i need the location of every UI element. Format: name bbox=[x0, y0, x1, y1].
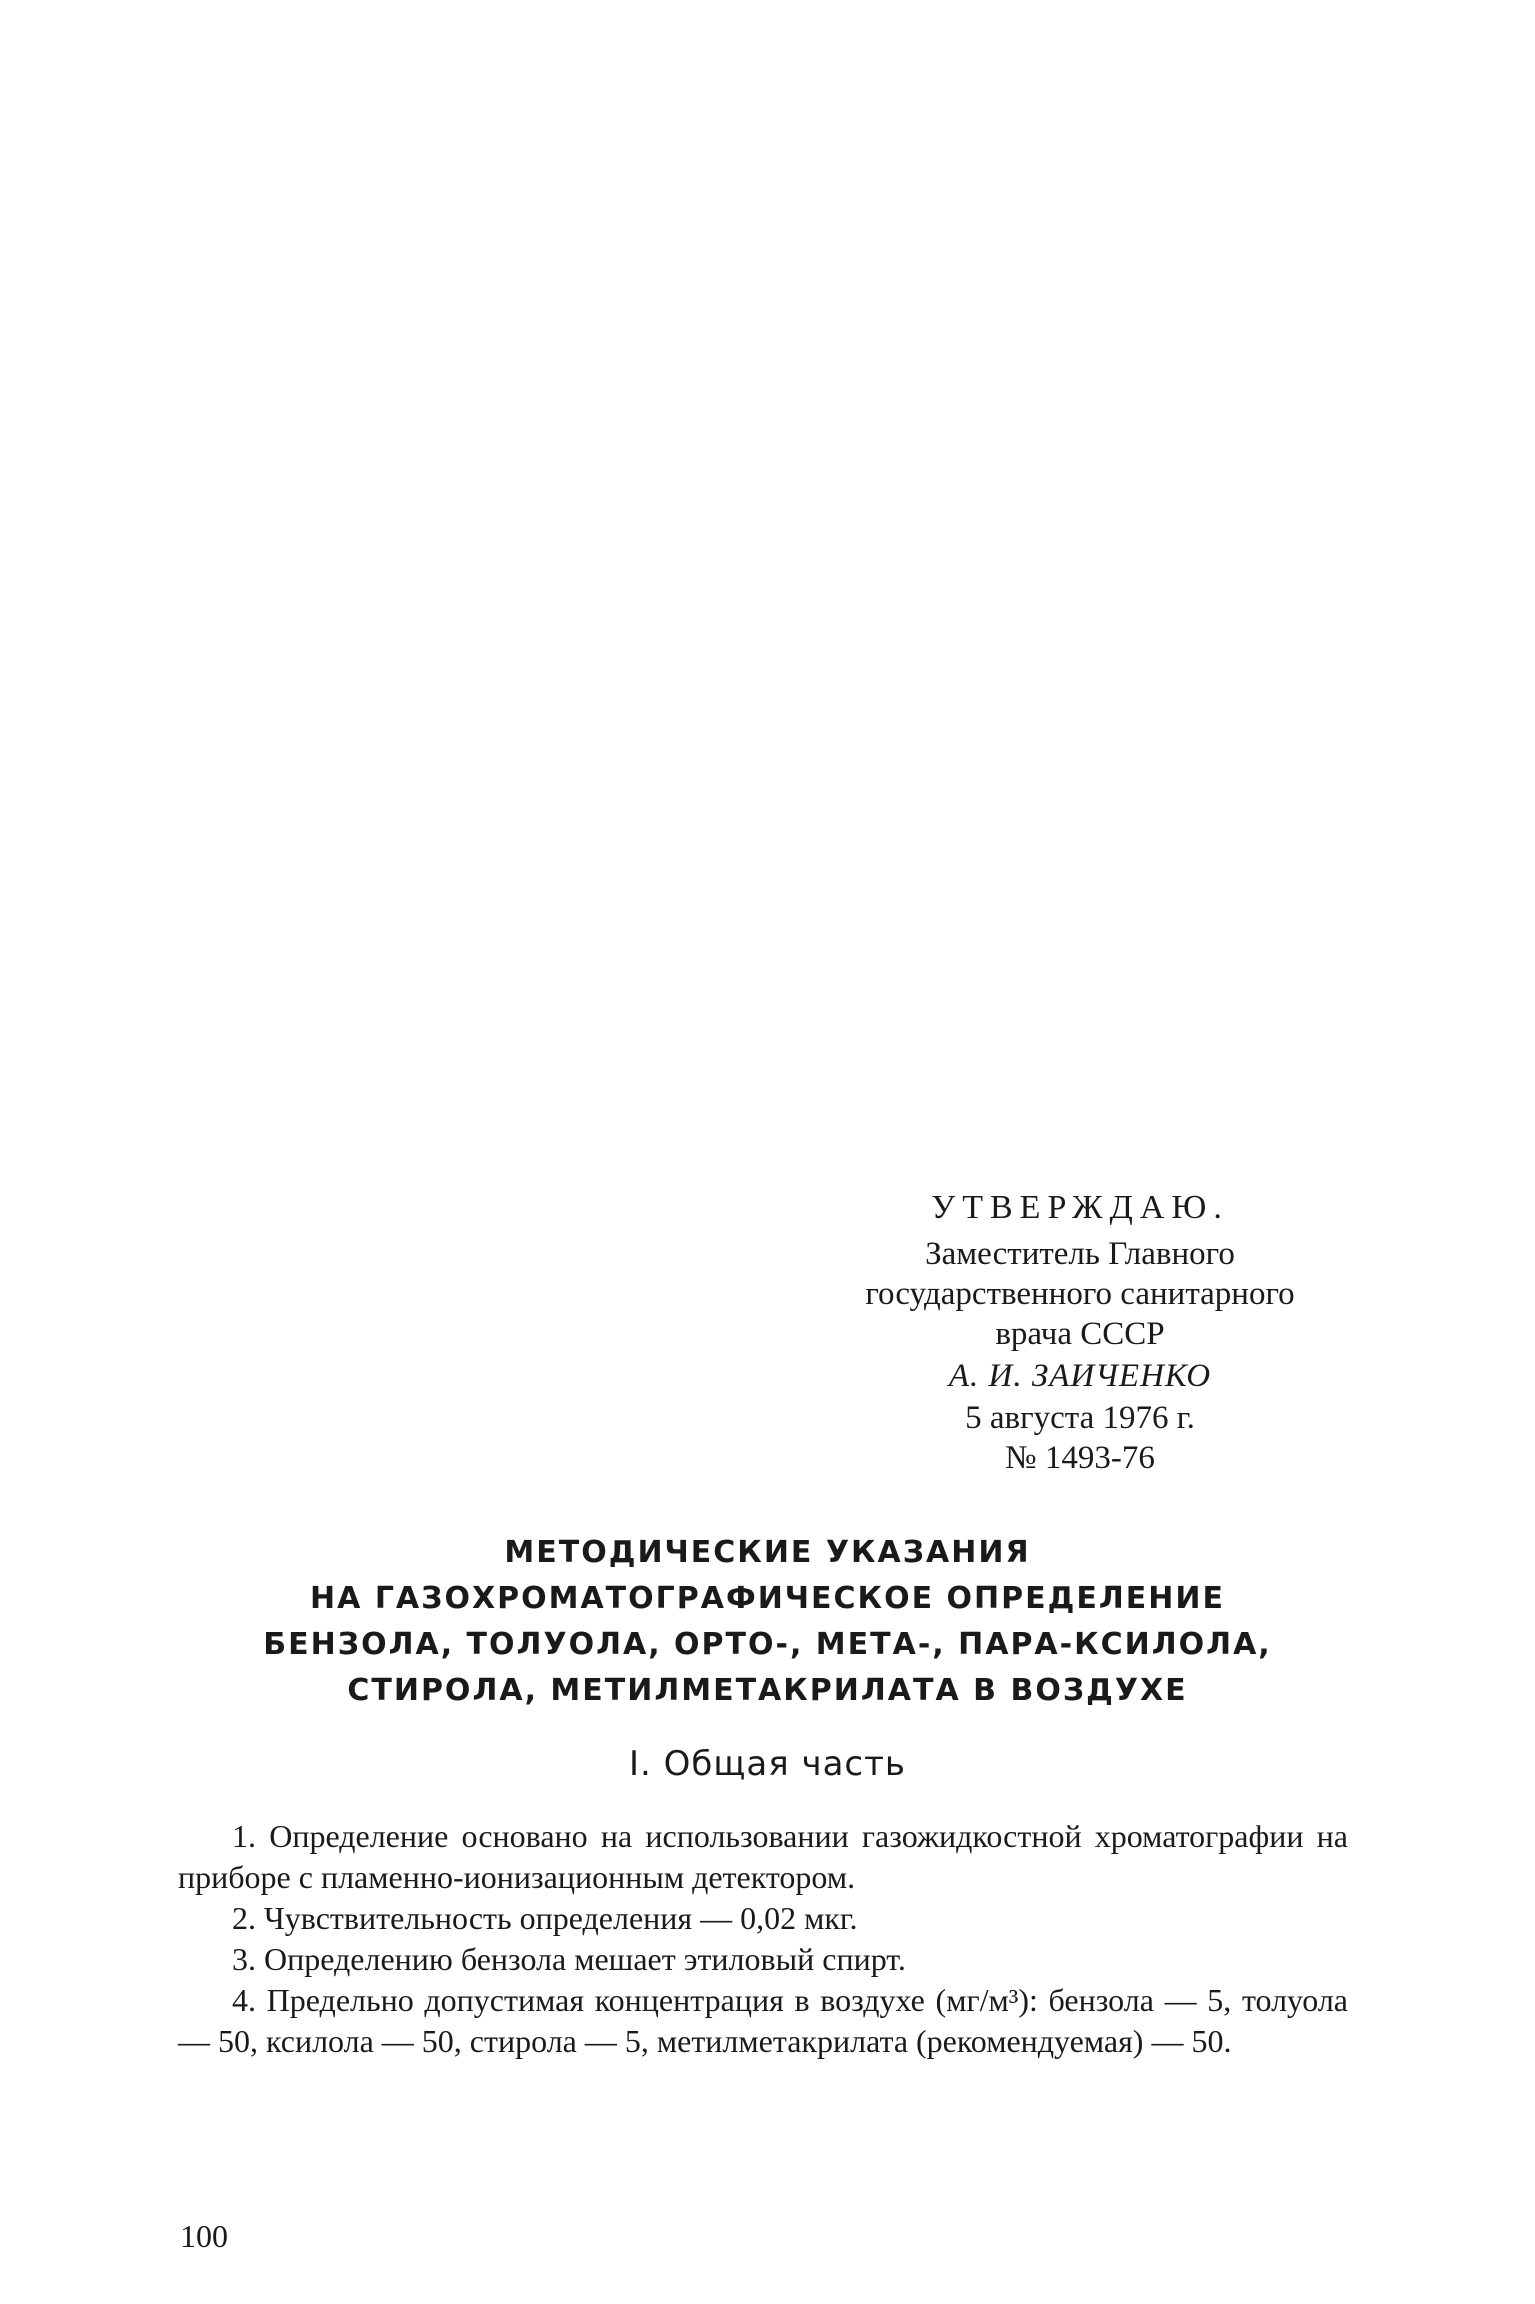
document-title-line-2: НА ГАЗОХРОМАТОГРАФИЧЕСКОЕ ОПРЕДЕЛЕНИЕ bbox=[310, 1581, 1225, 1616]
approval-position-line-3: врача СССР bbox=[995, 1316, 1165, 1352]
document-title-line-1: МЕТОДИЧЕСКИЕ УКАЗАНИЯ bbox=[504, 1535, 1031, 1570]
paragraph-3: 3. Определению бензола мешает этиловый спирт. bbox=[232, 1941, 906, 1977]
approval-date: 5 августа 1976 г. bbox=[965, 1400, 1195, 1436]
document-title bbox=[200, 1530, 1335, 1714]
page-number: 100 bbox=[180, 2218, 228, 2254]
section-heading: I. Общая часть bbox=[629, 1744, 906, 1784]
document-title-line-4: СТИРОЛА, МЕТИЛМЕТАКРИЛАТА В ВОЗДУХЕ bbox=[347, 1673, 1188, 1708]
approval-heading: УТВЕРЖДАЮ. bbox=[931, 1189, 1229, 1226]
paragraph-1: 1. Определение основано на использовании газожидкостной хроматографии на приборе с пламенно-ионизационным детектором. bbox=[178, 1818, 1348, 1895]
approval-signer: А. И. ЗАИЧЕНКО bbox=[948, 1358, 1212, 1394]
approval-position-line-2: государственного санитарного bbox=[865, 1276, 1295, 1312]
approval-position-line-1: Заместитель Главного bbox=[925, 1236, 1235, 1272]
paragraph-4: 4. Предельно допустимая концентрация в воздухе (мг/м³): бензола — 5, толуола — 50, ксилола — 50, стирола — 5, метилметакрилата (рекомендуемая) — 50. bbox=[178, 1982, 1348, 2059]
approval-block bbox=[810, 1188, 1350, 1478]
document-title-line-3: БЕНЗОЛА, ТОЛУОЛА, ОРТО-, МЕТА-, ПАРА-КСИЛОЛА, bbox=[263, 1627, 1272, 1662]
paragraph-2: 2. Чувствительность определения — 0,02 мкг. bbox=[232, 1900, 858, 1936]
section-body bbox=[178, 1816, 1348, 2062]
approval-number: № 1493-76 bbox=[1005, 1440, 1155, 1476]
